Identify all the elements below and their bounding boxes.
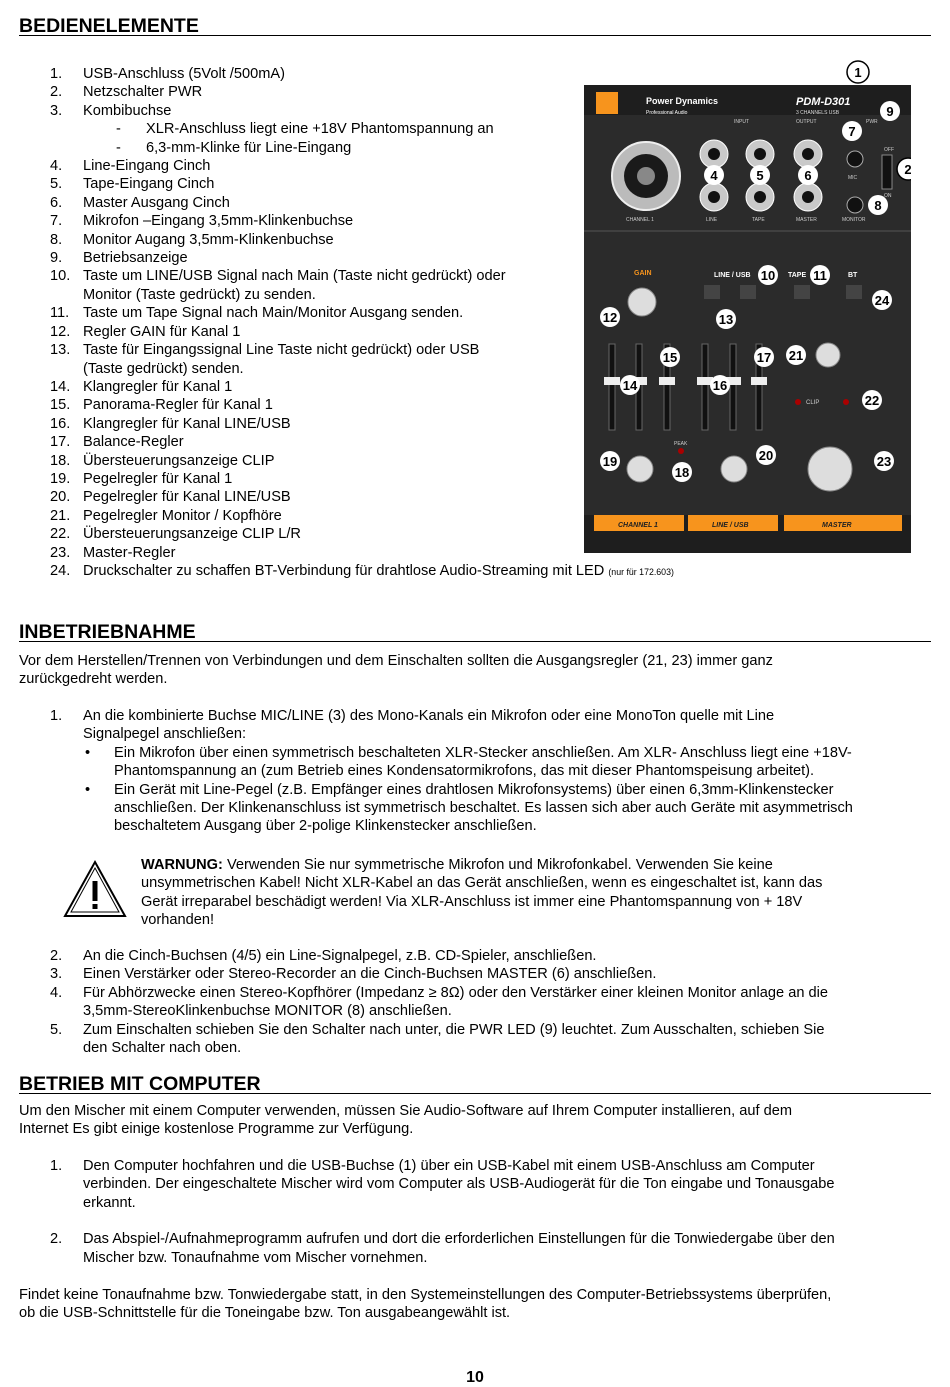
svg-text:21: 21 — [788, 348, 804, 363]
callout-6 — [798, 165, 818, 185]
callout-23 — [874, 451, 894, 471]
svg-text:14: 14 — [622, 378, 638, 393]
outro-paragraph: Findet keine Tonaufnahme bzw. Tonwiedergabe statt, in den Systemeinstellungen des Computer-Betriebssystems überprüfen, ob die USB-Schnittstelle für die Toneingabe bzw. Ton ausgabeangewählt ist. — [19, 1287, 832, 1322]
list-item: 17. Balance-Regler — [50, 434, 184, 451]
svg-text:16: 16 — [712, 378, 728, 393]
label-line: LINE — [706, 217, 718, 223]
list-item: 18. Übersteuerungsanzeige CLIP — [50, 452, 275, 469]
list-item: 16. Klangregler für Kanal LINE/USB — [50, 415, 291, 432]
section-title: BETRIEB MIT COMPUTER — [19, 1073, 261, 1095]
list-item: 19. Pegelregler für Kanal 1 — [50, 470, 233, 487]
svg-text:12: 12 — [602, 310, 618, 325]
svg-text:7: 7 — [848, 124, 856, 139]
callout-14 — [620, 375, 640, 395]
master-knob — [808, 447, 852, 491]
brand-logo-icon — [596, 92, 618, 114]
list-item: 15. Panorama-Regler für Kanal 1 — [50, 397, 273, 414]
callout-1 — [847, 61, 869, 83]
list-item: 2. An die Cinch-Buchsen (4/5) ein Line-Signalpegel, z.B. CD-Spieler, anschließen. — [50, 948, 597, 964]
label-line-usb: LINE / USB — [714, 272, 751, 279]
list-item: 10. Taste um LINE/USB Signal nach Main (Taste nicht gedrückt) oder — [50, 268, 506, 285]
svg-text:8: 8 — [874, 198, 882, 213]
bt-button — [846, 285, 862, 299]
callout-16 — [710, 375, 730, 395]
svg-text:2: 2 — [904, 162, 911, 177]
svg-text:6: 6 — [804, 168, 812, 183]
callout-18 — [672, 462, 692, 482]
callout-17 — [754, 347, 774, 367]
list-item: 8. Monitor Augang 3,5mm-Klinkenbuchse — [50, 231, 334, 248]
callout-10 — [758, 265, 778, 285]
page-number: 10 — [466, 1369, 484, 1386]
power-switch — [882, 155, 892, 189]
sub-item: - 6,3-mm-Klinke für Line-Eingang — [116, 139, 352, 156]
list-item: 22. Übersteuerungsanzeige CLIP L/R — [50, 526, 301, 543]
list-item: 23. Master-Regler — [50, 544, 176, 561]
label-input: INPUT — [734, 119, 749, 125]
svg-text:22: 22 — [864, 393, 880, 408]
list-item: 4. Für Abhörzwecke einen Stereo-Kopfhörer (Impedanz ≥ 8Ω) oder den Verstärker einer kleinen Monitor anlage an die 3,5mm-StereoKlinkenbuchse MONITOR (8) anschließen. — [50, 984, 828, 1020]
list-item: 11. Taste um Tape Signal nach Main/Monitor Ausgang senden. — [50, 305, 464, 322]
callout-21 — [786, 345, 806, 365]
mixer-illustration — [584, 59, 911, 553]
list-item: 7. Mikrofon –Eingang 3,5mm-Klinkenbuchse — [50, 213, 354, 230]
label-tape: TAPE — [752, 217, 765, 223]
label-pwr: PWR — [866, 119, 878, 125]
svg-text:15: 15 — [662, 350, 678, 365]
model-name: PDM-D301 — [796, 96, 851, 108]
computer-steps — [50, 1157, 930, 1267]
warning-icon — [62, 859, 128, 919]
label-peak: PEAK — [674, 441, 688, 447]
section-header-computer — [19, 1075, 931, 1094]
list-item: 9. Betriebsanzeige — [50, 250, 188, 267]
list-item: 20. Pegelregler für Kanal LINE/USB — [50, 489, 291, 506]
level-knob-line-usb — [721, 456, 747, 482]
label-channel1: CHANNEL 1 — [626, 217, 654, 223]
callout-13 — [716, 309, 736, 329]
list-item: 14. Klangregler für Kanal 1 — [50, 378, 233, 395]
list-item: 3. Kombibuchse — [50, 102, 172, 119]
monitor-knob — [816, 343, 840, 367]
list-item: 6. Master Ausgang Cinch — [50, 194, 230, 211]
warning-text: WARNUNG: Verwenden Sie nur symmetrische Mikrofon und Mikrofonkabel. Verwenden Sie keine unsymmetrischen Kabel! Nicht XLR-Kabel an das Gerät anschließen, wenn es eingeschaltet ist, kann das Gerät irreparabel beschädigt werden! Via XLR-Anschluss ist immer eine Phantomspannung von + 18V vorhanden! — [141, 857, 823, 929]
svg-text:17: 17 — [756, 350, 772, 365]
peak-led — [678, 448, 684, 454]
warning-label: WARNUNG: — [141, 857, 223, 873]
callout-19 — [600, 451, 620, 471]
list-item: 4. Line-Eingang Cinch — [50, 158, 211, 175]
svg-text:23: 23 — [876, 454, 892, 469]
list-item: 2. Netzschalter PWR — [50, 84, 203, 101]
callout-4 — [704, 165, 724, 185]
callout-5 — [750, 165, 770, 185]
list-item: Monitor (Taste gedrückt) zu senden. — [83, 286, 316, 303]
svg-text:5: 5 — [756, 168, 764, 183]
callout-9 — [880, 101, 900, 121]
svg-text:1: 1 — [854, 65, 862, 80]
label-clip: CLIP — [806, 400, 820, 406]
list-item: 1. An die kombinierte Buchse MIC/LINE (3) des Mono-Kanals ein Mikrofon oder eine MonoTon quelle mit Line Signalpegel anschließen: — [50, 708, 775, 743]
svg-text:9: 9 — [886, 104, 894, 119]
callout-22 — [862, 390, 882, 410]
setup-steps-continued — [50, 947, 930, 1057]
callout-11 — [810, 265, 830, 285]
line-usb-button — [704, 285, 720, 299]
label-gain: GAIN — [634, 270, 652, 277]
setup-steps — [50, 707, 930, 836]
label-master: MASTER — [796, 217, 817, 223]
label-monitor: MONITOR — [842, 217, 866, 223]
level-knob-ch1 — [627, 456, 653, 482]
brand-subtitle: Professional Audio — [646, 110, 688, 116]
mic-jack — [847, 151, 863, 167]
label-tape2: TAPE — [788, 272, 807, 279]
list-item: 13. Taste für Eingangssignal Line Taste nicht gedrückt) oder USB — [50, 342, 480, 359]
sub-item: - XLR-Anschluss liegt eine +18V Phantomspannung an — [116, 121, 494, 138]
intro-paragraph: Um den Mischer mit einem Computer verwenden, müssen Sie Audio-Software auf Ihrem Computer installieren, auf dem Internet Es gibt einige kostenlose Programme zur Verfügung. — [19, 1103, 792, 1138]
bullet-item: • Ein Mikrofon über einen symmetrisch beschalteten XLR-Stecker anschließen. Am XLR- Anschluss liegt eine +18V- Phantomspannung an (zum Betrieb eines Kondensatormikrofons, das mit dieser Phantomspeisung arbeitet). — [85, 744, 852, 780]
label-on: ON — [884, 193, 892, 199]
bottom-label-ch1: CHANNEL 1 — [618, 522, 658, 529]
list-item: 21. Pegelregler Monitor / Kopfhöre — [50, 507, 282, 524]
bottom-label-master: MASTER — [822, 522, 852, 529]
list-item: 5. Zum Einschalten schieben Sie den Schalter nach unter, die PWR LED (9) leuchtet. Zum Ausschalten, schieben Sie den Schalter nach oben. — [50, 1021, 825, 1057]
label-off: OFF — [884, 147, 894, 153]
monitor-jack — [847, 197, 863, 213]
callout-24 — [872, 290, 892, 310]
label-output: OUTPUT — [796, 119, 817, 125]
list-item: 3. Einen Verstärker oder Stereo-Recorder an die Cinch-Buchsen MASTER (6) anschließen. — [50, 966, 657, 983]
section-header-bedienelemente — [19, 17, 931, 36]
list-item: 5. Tape-Eingang Cinch — [50, 176, 215, 193]
intro-paragraph: Vor dem Herstellen/Trennen von Verbindungen und dem Einschalten sollten die Ausgangsregler (21, 23) immer ganz zurückgedreht werden. — [19, 653, 773, 688]
bullet-item: • Ein Gerät mit Line-Pegel (z.B. Empfänger eines drahtlosen Mikrofonsystems) über einen 6,3mm-Klinkenstecker anschließen. Der Klinkenanschluss ist symmetrisch beschaltet. Es lassen sich aber auch Geräte mit asymmetrisch beschaltetem Ausgang über 2-polige Klinkenstecker anschließen. — [85, 781, 853, 835]
list-item: 1. USB-Anschluss (5Volt /500mA) — [50, 66, 285, 82]
svg-text:18: 18 — [674, 465, 690, 480]
tape-button — [794, 285, 810, 299]
label-bt: BT — [848, 272, 858, 279]
callout-8 — [868, 195, 888, 215]
brand-name: Power Dynamics — [646, 96, 719, 106]
list-item: 1. Den Computer hochfahren und die USB-Buchse (1) über ein USB-Kabel mit einem USB-Anschluss am Computer verbinden. Der eingeschaltete Mischer wird vom Computer als USB-Audiogerät für die Ton eingabe und Tonausgabe erkannt. — [50, 1158, 835, 1211]
model-subtitle: 3 CHANNELS USB — [796, 110, 840, 116]
svg-text:13: 13 — [718, 312, 734, 327]
list-item: 12. Regler GAIN für Kanal 1 — [50, 323, 241, 340]
svg-text:10: 10 — [760, 268, 776, 283]
callout-20 — [756, 445, 776, 465]
section-title: INBETRIEBNAHME — [19, 621, 196, 643]
gain-knob — [628, 288, 656, 316]
bottom-label-line-usb: LINE / USB — [712, 522, 749, 529]
list-item: 2. Das Abspiel-/Aufnahmeprogramm aufrufen und dort die erforderlichen Einstellungen für die Tonwiedergabe über den Mischer bzw. Tonaufnahme vom Mischer vornehmen. — [50, 1231, 835, 1266]
callout-12 — [600, 307, 620, 327]
svg-text:24: 24 — [874, 293, 890, 308]
label-mic: MIC — [848, 175, 858, 181]
callout-15 — [660, 347, 680, 367]
svg-text:11: 11 — [813, 268, 827, 283]
callout-7 — [842, 121, 862, 141]
svg-text:19: 19 — [602, 454, 618, 469]
svg-text:20: 20 — [758, 448, 774, 463]
footnote: (nur für 172.603) — [608, 566, 674, 577]
section-title: BEDIENELEMENTE — [19, 15, 199, 37]
section-header-inbetriebnahme — [19, 623, 931, 642]
list-item: 24. Druckschalter zu schaffen BT-Verbindung für drahtlose Audio-Streaming mit LED (nur für 172.603) — [50, 562, 674, 579]
svg-text:4: 4 — [710, 168, 718, 183]
list-item: (Taste gedrückt) senden. — [83, 360, 244, 377]
